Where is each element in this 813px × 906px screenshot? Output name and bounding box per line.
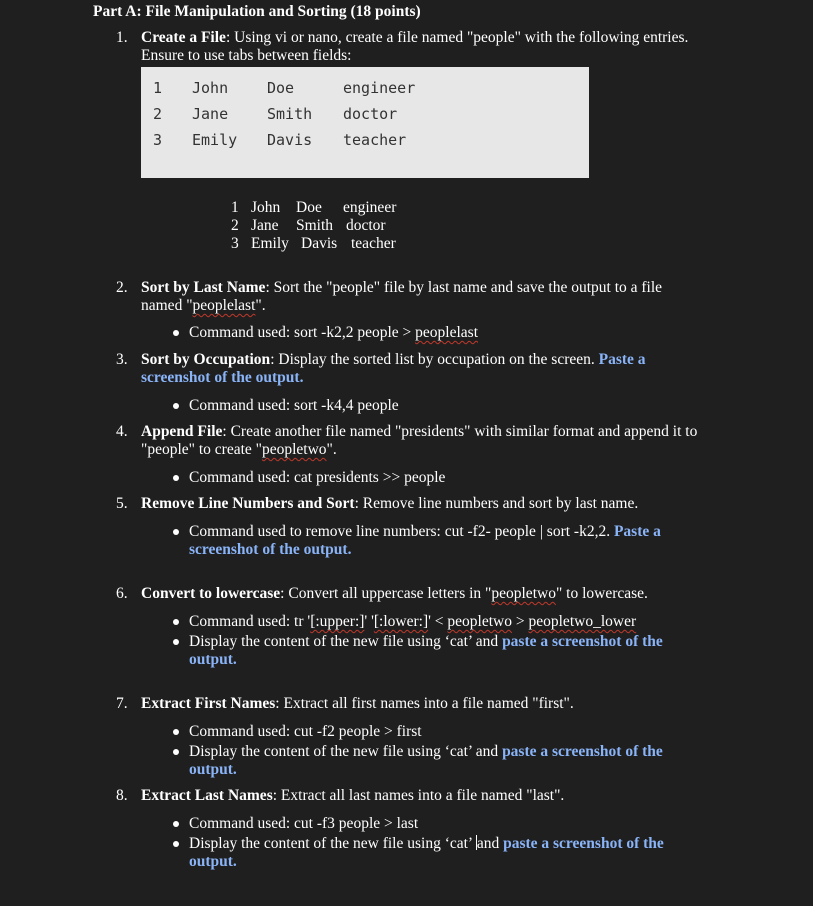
- item-6-number: 6.: [116, 585, 128, 602]
- item-7-title: Extract First Names: [141, 695, 276, 712]
- filename-peopletwo: peopletwo: [261, 441, 327, 458]
- item-6-line: [141, 585, 648, 603]
- code-cell: teacher: [343, 131, 407, 149]
- plain-cell: Jane: [251, 217, 279, 234]
- item-1-line: [141, 29, 688, 47]
- paste-screenshot-link: Paste a: [598, 351, 646, 368]
- bullet-dot: [173, 841, 179, 847]
- item-7-text: : Extract all first names into a file named "first".: [275, 695, 574, 712]
- display-text: and: [476, 835, 504, 852]
- code-cell: 2: [153, 105, 163, 123]
- plain-cell: doctor: [346, 217, 386, 234]
- item-7-command: Command used: cut -f2 people > first: [189, 723, 422, 740]
- paste-screenshot-link-cont: screenshot of the output.: [141, 369, 304, 386]
- filename-peopletwo: peopletwo: [447, 613, 512, 630]
- item-6-title: Convert to lowercase: [141, 585, 281, 602]
- item-1-text-2: Ensure to use tabs between fields:: [141, 47, 352, 64]
- command-text: [:lower:]: [373, 613, 429, 630]
- item-3-number: 3.: [116, 351, 128, 368]
- bullet-dot: [173, 475, 179, 481]
- code-cell: John: [192, 79, 229, 97]
- plain-cell: 3: [231, 235, 239, 252]
- code-cell: engineer: [343, 79, 416, 97]
- item-6-display: [189, 633, 663, 651]
- section-heading: Part A: File Manipulation and Sorting (18 points): [93, 3, 421, 20]
- code-block: [141, 67, 589, 178]
- command-text: ' ': [364, 613, 374, 630]
- item-8-number: 8.: [116, 787, 128, 804]
- item-5-title: Remove Line Numbers and Sort: [141, 495, 355, 512]
- item-4-text-part: "people" to create ": [141, 441, 262, 458]
- item-1-text: : Using vi or nano, create a file named "people" with the following entries.: [225, 29, 689, 46]
- command-text: Command used to remove line numbers: cut -f2- people | sort -k2,2.: [189, 523, 614, 540]
- code-cell: Smith: [267, 105, 313, 123]
- code-cell: 3: [153, 131, 163, 149]
- plain-cell: Davis: [301, 235, 338, 252]
- item-5-number: 5.: [116, 495, 128, 512]
- item-7-line: [141, 695, 574, 713]
- paste-screenshot-link-cont: output.: [189, 761, 237, 778]
- bullet-dot: [173, 729, 179, 735]
- command-text: Command used: sort -k2,2 people >: [189, 324, 416, 341]
- code-cell: 1: [153, 79, 163, 97]
- item-8-display: [189, 835, 664, 853]
- item-8-command: Command used: cut -f3 people > last: [189, 815, 419, 832]
- command-text: ' <: [428, 613, 448, 630]
- item-8-line: [141, 787, 564, 805]
- bullet-dot: [173, 821, 179, 827]
- item-3-line: [141, 351, 646, 369]
- item-5-text: : Remove line numbers and sort by last name.: [354, 495, 639, 512]
- item-1-title: Create a File: [141, 29, 226, 46]
- plain-cell: John: [251, 199, 281, 216]
- paste-screenshot-link-cont: output.: [189, 853, 237, 870]
- item-3-command: Command used: sort -k4,4 people: [189, 397, 399, 414]
- paste-screenshot-link: paste a screenshot of the: [503, 835, 664, 852]
- bullet-dot: [173, 639, 179, 645]
- paste-screenshot-link: paste a screenshot of the: [502, 633, 663, 650]
- item-2-command: [189, 324, 478, 342]
- item-4-title: Append File: [141, 423, 223, 440]
- item-8-text: : Extract all last names into a file named "last".: [272, 787, 565, 804]
- plain-cell: Smith: [296, 217, 334, 234]
- item-2-text-part: ".: [255, 297, 266, 314]
- bullet-dot: [173, 619, 179, 625]
- code-cell: Emily: [192, 131, 238, 149]
- item-5-command: [189, 523, 661, 541]
- code-cell: Davis: [267, 131, 313, 149]
- item-6-text: : Convert all uppercase letters in ": [280, 585, 492, 602]
- item-2-text-part: named ": [141, 297, 193, 314]
- bullet-dot: [173, 330, 179, 336]
- bullet-dot: [173, 403, 179, 409]
- filename-peoplelast: peoplelast: [192, 297, 256, 314]
- plain-cell: 2: [231, 217, 239, 234]
- item-5-line: [141, 495, 638, 513]
- paste-screenshot-link: Paste a: [613, 523, 661, 540]
- item-4-text-part: ".: [326, 441, 337, 458]
- filename-peoplelast: peoplelast: [415, 324, 478, 341]
- item-1-number: 1.: [116, 29, 128, 46]
- plain-cell: Emily: [251, 235, 289, 252]
- display-text: Display the content of the new file using ‘cat’ and: [189, 633, 503, 650]
- filename-peopletwo: peopletwo: [491, 585, 556, 602]
- item-6-text: " to lowercase.: [555, 585, 648, 602]
- command-text: >: [512, 613, 529, 630]
- display-text: Display the content of the new file using ‘cat’: [189, 835, 476, 852]
- plain-cell: teacher: [351, 235, 396, 252]
- item-3-text: : Display the sorted list by occupation on the screen.: [270, 351, 599, 368]
- item-2-number: 2.: [116, 279, 128, 296]
- item-7-number: 7.: [116, 695, 128, 712]
- paste-screenshot-link-cont: screenshot of the output.: [189, 541, 352, 558]
- item-3-title: Sort by Occupation: [141, 351, 271, 368]
- command-text: Command used: tr ': [189, 613, 311, 630]
- item-6-command: [189, 613, 636, 631]
- item-2-line: [141, 279, 662, 297]
- code-cell: Doe: [267, 79, 295, 97]
- plain-cell: Doe: [296, 199, 322, 216]
- item-4-command: Command used: cat presidents >> people: [189, 469, 446, 486]
- item-8-title: Extract Last Names: [141, 787, 273, 804]
- filename-peopletwo-lower: peopletwo_lower: [528, 613, 637, 630]
- item-2-text-2: [141, 297, 266, 315]
- paste-screenshot-link: paste a screenshot of the: [502, 743, 663, 760]
- item-4-text-2: [141, 441, 337, 459]
- item-7-display: [189, 743, 663, 761]
- code-cell: doctor: [343, 105, 398, 123]
- plain-cell: engineer: [343, 199, 397, 216]
- command-text: [:upper:]: [310, 613, 365, 630]
- item-4-text: : Create another file named "presidents" with similar format and append it to: [222, 423, 698, 440]
- item-4-line: [141, 423, 697, 441]
- plain-cell: 1: [231, 199, 239, 216]
- item-2-text: : Sort the "people" file by last name and save the output to a file: [265, 279, 663, 296]
- bullet-dot: [173, 529, 179, 535]
- display-text: Display the content of the new file using ‘cat’ and: [189, 743, 503, 760]
- bullet-dot: [173, 749, 179, 755]
- paste-screenshot-link-cont: output.: [189, 651, 237, 668]
- code-cell: Jane: [192, 105, 229, 123]
- item-2-title: Sort by Last Name: [141, 279, 266, 296]
- item-4-number: 4.: [116, 423, 128, 440]
